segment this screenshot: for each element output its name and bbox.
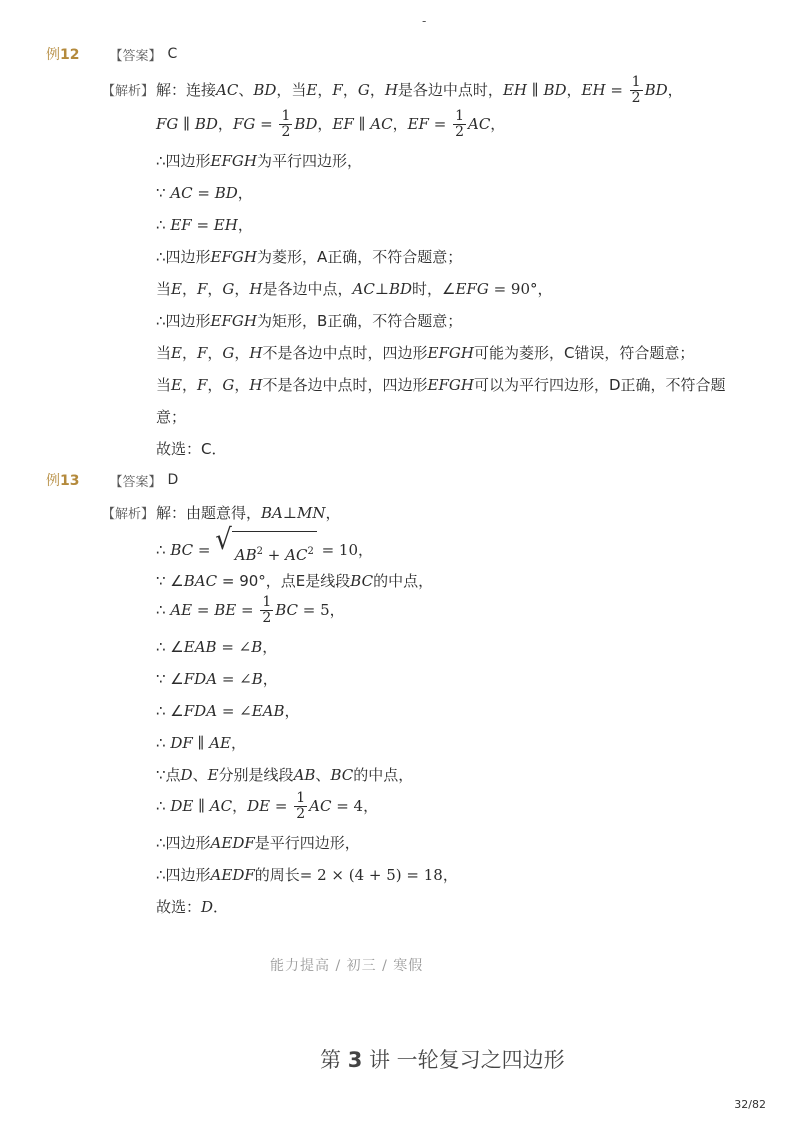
ex12-line-6: ∴四边形EFGH为菱形，A正确，不符合题意； (156, 248, 463, 266)
analysis-tag: 【解析】 (102, 84, 155, 99)
example-13-header (46, 470, 178, 490)
example-prefix: 例 (46, 473, 60, 489)
ex13-line-13: 故选：D． (156, 898, 229, 916)
ex13-line-4: ∴ AE = BE = $\frac{1}{2}$ BC = 5， (156, 594, 345, 626)
ex13-line-6: ∵ ∠FDA = ∠B， (156, 670, 278, 688)
example-12-header (46, 44, 177, 64)
answer-tag: 【答案】 (109, 48, 162, 64)
fraction: $\frac{1}{2}$ (631, 74, 641, 106)
ex13-line-1: 解：由题意得，BA⊥MN， (156, 504, 341, 522)
ex13-line-2: ∴ BC = √ $AB^2 + AC^2$ = 10， (156, 528, 373, 573)
answer-tag: 【答案】 (109, 474, 162, 490)
ex13-line-8: ∴ DF ∥ AE， (156, 734, 247, 752)
ex12-line-4: ∵ AC = BD， (156, 184, 253, 202)
footer-subtitle: 能力提高 / 初三 / 寒假 (270, 958, 424, 974)
answer-value: C (167, 46, 178, 62)
top-mark: - (422, 14, 427, 28)
example-number: 13 (60, 473, 80, 489)
ex13-line-10: ∴ DE ∥ AC，DE = $\frac{1}{2}$ AC = 4， (156, 790, 379, 822)
answer-value: D (167, 472, 179, 488)
ex12-line-1: 解：连接AC、BD，当E，F，G，H是各边中点时，EH ∥ BD，EH = $\frac{1}{2}$ BD， (156, 74, 683, 106)
ex12-line-7: 当E，F，G，H是各边中点，AC⊥BD时，∠EFG = 90°， (156, 280, 553, 298)
page-number: 32/82 (734, 1098, 766, 1111)
fraction: $\frac{1}{2}$ (281, 108, 291, 140)
ex12-line-3: ∴四边形EFGH为平行四边形， (156, 152, 362, 170)
ex12-line-9: 当E，F，G，H不是各边中点时，四边形EFGH可能为菱形，C错误，符合题意； (156, 344, 695, 362)
ex13-line-7: ∴ ∠FDA = ∠EAB， (156, 702, 300, 720)
ex12-line-11: 意； (156, 408, 187, 426)
ex13-line-5: ∴ ∠EAB = ∠B， (156, 638, 278, 656)
ex13-line-11: ∴四边形AEDF是平行四边形， (156, 834, 360, 852)
ex13-line-9: ∵点D、E分别是线段AB、BC的中点， (156, 766, 414, 784)
example-label (46, 44, 79, 64)
example-prefix: 例 (46, 47, 60, 63)
ex12-line-10: 当E，F，G，H不是各边中点时，四边形EFGH可以为平行四边形，D正确，不符合题 (156, 376, 726, 394)
ex13-line-3: ∵ ∠BAC = 90°，点E是线段BC的中点， (156, 572, 434, 590)
fraction: $\frac{1}{2}$ (296, 790, 306, 822)
ex12-line-2: FG ∥ BD，FG = $\frac{1}{2}$ BD，EF ∥ AC，EF = $\frac{1}{2}$ AC， (156, 108, 506, 140)
example-label (46, 470, 79, 490)
ex12-line-12: 故选：C． (156, 440, 227, 458)
ex12-line-8: ∴四边形EFGH为矩形，B正确，不符合题意； (156, 312, 463, 330)
fraction: $\frac{1}{2}$ (262, 594, 272, 626)
fraction: $\frac{1}{2}$ (455, 108, 464, 140)
ex12-line-5: ∴ EF = EH， (156, 216, 253, 234)
example-number: 12 (60, 47, 80, 63)
chapter-title: 第 3 讲 一轮复习之四边形 (320, 1048, 565, 1072)
square-root: √ $AB^2 + AC^2$ (215, 528, 317, 573)
analysis-tag: 【解析】 (102, 507, 155, 522)
ex13-line-12: ∴四边形AEDF的周长= 2 × (4 + 5) = 18， (156, 866, 458, 884)
